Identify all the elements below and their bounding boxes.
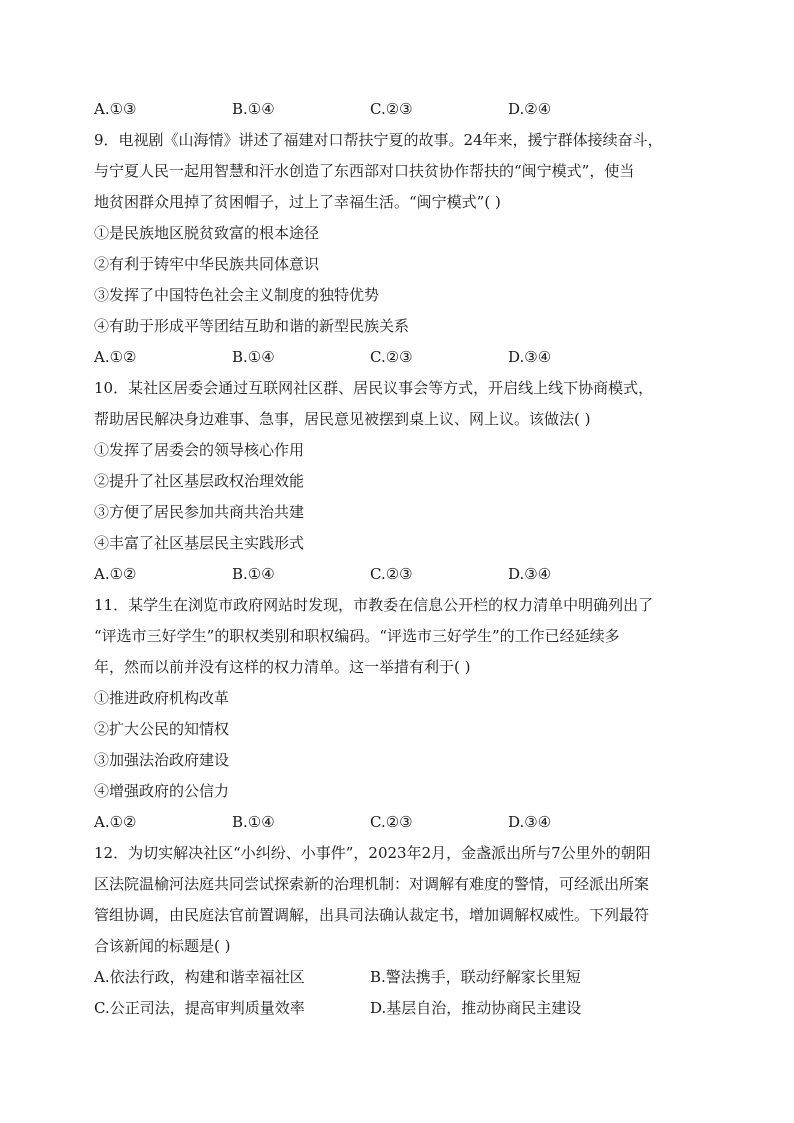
option-c: C.②③ bbox=[370, 348, 413, 366]
question-11 bbox=[94, 590, 704, 838]
q12-options-row-2 bbox=[94, 993, 704, 1024]
q10-statement: ④丰富了社区基层民主实践形式 bbox=[94, 534, 305, 552]
q11-stem-line: 年，然而以前并没有这样的权力清单。这一举措有利于( ) bbox=[94, 658, 471, 676]
exam-page bbox=[94, 94, 704, 1024]
option-b: B.①④ bbox=[232, 813, 275, 831]
option-a: A.①② bbox=[94, 565, 137, 583]
q12-stem-line: 管组协调，由民庭法官前置调解，出具司法确认裁定书，增加调解权威性。下列最符 bbox=[94, 906, 650, 924]
q9-statement: ④有助于形成平等团结互助和谐的新型民族关系 bbox=[94, 317, 410, 335]
q12-stem-line: 12．为切实解决社区“小纠纷、小事件”，2023年2月，金盏派出所与7公里外的朝阳 bbox=[94, 844, 651, 862]
q11-statement: ③加强法治政府建设 bbox=[94, 751, 230, 769]
option-a: A.①② bbox=[94, 348, 137, 366]
q10-stem-line: 帮助居民解决身边难事、急事，居民意见被摆到桌上议、网上议。该做法( ) bbox=[94, 410, 591, 428]
q11-statement: ②扩大公民的知情权 bbox=[94, 720, 230, 738]
q12-stem-line: 区法院温榆河法庭共同尝试探索新的治理机制：对调解有难度的警情，可经派出所案 bbox=[94, 875, 650, 893]
option-c: C.②③ bbox=[370, 813, 413, 831]
q9-statement: ②有利于铸牢中华民族共同体意识 bbox=[94, 255, 320, 273]
option-c: C.②③ bbox=[370, 100, 413, 118]
q9-statement: ③发挥了中国特色社会主义制度的独特优势 bbox=[94, 286, 380, 304]
option-b: B.①④ bbox=[232, 348, 275, 366]
option-d: D.②④ bbox=[508, 100, 552, 118]
question-9 bbox=[94, 125, 704, 373]
option-a: A.①② bbox=[94, 813, 137, 831]
q11-statement: ④增强政府的公信力 bbox=[94, 782, 230, 800]
q10-statement: ②提升了社区基层政权治理效能 bbox=[94, 472, 305, 490]
q11-stem-line: 11．某学生在浏览市政府网站时发现，市教委在信息公开栏的权力清单中明确列出了 bbox=[94, 596, 654, 614]
question-12 bbox=[94, 838, 704, 1024]
q8-options bbox=[94, 94, 704, 125]
option-b: B.①④ bbox=[232, 565, 275, 583]
option-d: D.③④ bbox=[508, 813, 552, 831]
q12-stem-line: 合该新闻的标题是( ) bbox=[94, 937, 231, 955]
option-b: B.警法携手，联动纾解家长里短 bbox=[370, 968, 581, 986]
question-10 bbox=[94, 373, 704, 590]
q10-stem-line: 10．某社区居委会通过互联网社区群、居民议事会等方式，开启线上线下协商模式， bbox=[94, 379, 654, 397]
option-d: D.基层自治，推动协商民主建设 bbox=[370, 999, 582, 1017]
q9-options bbox=[94, 342, 704, 373]
option-b: B.①④ bbox=[232, 100, 275, 118]
option-d: D.③④ bbox=[508, 348, 552, 366]
q10-options bbox=[94, 559, 704, 590]
q10-statement: ③方便了居民参加共商共治共建 bbox=[94, 503, 305, 521]
q11-stem-line: “评选市三好学生”的职权类别和职权编码。“评选市三好学生”的工作已经延续多 bbox=[94, 627, 620, 645]
q12-options-row-1 bbox=[94, 962, 704, 993]
option-a: A.①③ bbox=[94, 100, 137, 118]
option-c: C.②③ bbox=[370, 565, 413, 583]
q9-statement: ①是民族地区脱贫致富的根本途径 bbox=[94, 224, 320, 242]
q9-stem-line: 与宁夏人民一起用智慧和汗水创造了东西部对口扶贫协作帮扶的“闽宁模式”，使当 bbox=[94, 162, 635, 180]
q11-options bbox=[94, 807, 704, 838]
q9-stem-line: 9．电视剧《山海情》讲述了福建对口帮扶宁夏的故事。24年来，援宁群体接续奋斗， bbox=[94, 131, 663, 149]
option-c: C.公正司法，提高审判质量效率 bbox=[94, 999, 305, 1017]
option-a: A.依法行政，构建和谐幸福社区 bbox=[94, 968, 305, 986]
q10-statement: ①发挥了居委会的领导核心作用 bbox=[94, 441, 305, 459]
option-d: D.③④ bbox=[508, 565, 552, 583]
q11-statement: ①推进政府机构改革 bbox=[94, 689, 230, 707]
q9-stem-line: 地贫困群众甩掉了贫困帽子，过上了幸福生活。“闽宁模式”( ) bbox=[94, 193, 501, 211]
